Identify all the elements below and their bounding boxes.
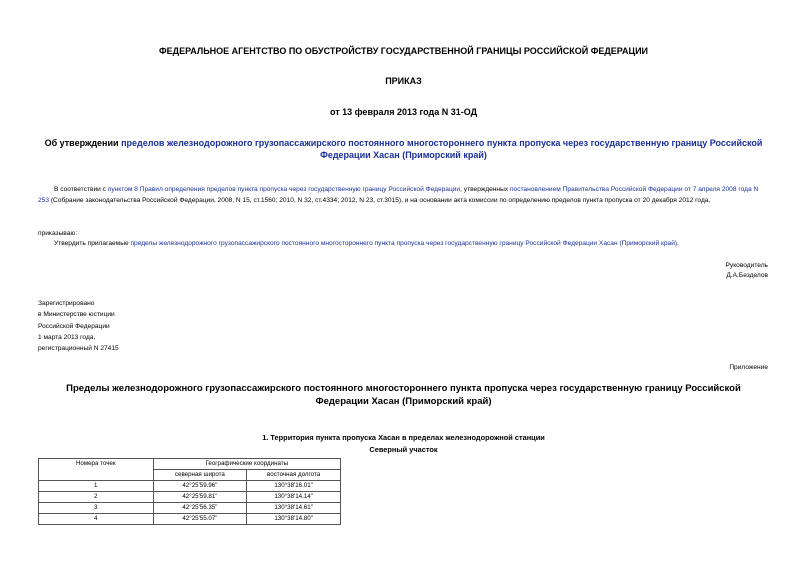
preamble-text-b: , утвержденных [460, 186, 510, 193]
header-point-number: Номера точек [39, 459, 154, 481]
header-longitude: восточная долгота [247, 470, 341, 481]
latitude-value: 42°25'55.07" [153, 514, 247, 525]
rules-link[interactable]: пунктом 8 Правил определения пределов пункта пропуска через государственную границу Российской Федерации [107, 186, 461, 193]
longitude-value: 130°38'14.14" [247, 492, 341, 503]
document-type: ПРИКАЗ [385, 76, 422, 86]
signature-name: Д.А.Безделов [726, 272, 768, 279]
registration-line: 1 марта 2013 года, [38, 333, 96, 341]
point-number: 1 [39, 481, 154, 492]
agency-name: ФЕДЕРАЛЬНОЕ АГЕНТСТВО ПО ОБУСТРОЙСТВУ ГОСУДАРСТВЕННОЙ ГРАНИЦЫ РОССИЙСКОЙ ФЕДЕРАЦИИ [158, 46, 649, 56]
section-heading: 1. Территория пункта пропуска Хасан в пределах железнодорожной станции [262, 433, 545, 442]
registration-line: Российской Федерации [38, 322, 110, 330]
document-title [40, 137, 767, 161]
appendix-label: Приложение [729, 364, 768, 371]
point-number: 2 [39, 492, 154, 503]
approval-end: . [677, 240, 679, 247]
signature-position: Руководитель [725, 262, 768, 269]
table-header-row [39, 459, 341, 470]
preamble-paragraph [38, 184, 768, 206]
limits-link[interactable]: пределы железнодорожного грузопассажирского постоянного многостороннего пункта пропуска через государственную границу Российской Федерации Хасан (Приморский край) [130, 240, 678, 247]
registration-line: в Министерстве юстиции [38, 311, 115, 319]
longitude-value: 130°38'14.80" [247, 514, 341, 525]
point-number: 4 [39, 514, 154, 525]
table-row [39, 481, 341, 492]
coordinates-table [38, 458, 341, 525]
table-row [39, 514, 341, 525]
header-coordinates: Географические координаты [153, 459, 340, 470]
subsection-heading: Северный участок [369, 445, 438, 454]
order-word: приказываю: [38, 230, 78, 237]
longitude-value: 130°38'14.61" [247, 503, 341, 514]
preamble-text-c: (Собрание законодательства Российской Федерации, 2008, N 15, ст.1560; 2010, N 32, ст.4334; 2012, N 23, ст.3015), и на основании акта комиссии по определению пределов пункта пропуска от 20 декабря 2012 года, [49, 197, 711, 204]
title-link[interactable]: пределов железнодорожного грузопассажирского постоянного многостороннего пункта пропуска через государственную границу Российской Федерации Хасан (Приморский край) [121, 138, 763, 160]
latitude-value: 42°25'59.96" [153, 481, 247, 492]
registration-line: регистрационный N 27415 [38, 345, 119, 353]
longitude-value: 130°38'16.01" [247, 481, 341, 492]
latitude-value: 42°25'56.35" [153, 503, 247, 514]
approval-paragraph [54, 238, 774, 249]
latitude-value: 42°25'59.81" [153, 492, 247, 503]
resolution-link[interactable]: постановлением Правительства Российской Федерации от 7 апреля 2008 года N 253 [38, 186, 759, 204]
table-row [39, 492, 341, 503]
approval-text: Утвердить прилагаемые [54, 240, 131, 247]
header-latitude: северная широта [153, 470, 247, 481]
preamble-text-a: В соответствии с [54, 186, 108, 193]
document-date-number: от 13 февраля 2013 года N 31-ОД [329, 107, 477, 117]
registration-block [38, 298, 119, 354]
appendix-title: Пределы железнодорожного грузопассажирского постоянного многостороннего пункта пропуска через государственную границу Российской Федерации Хасан (Приморский край) [66, 383, 741, 407]
table-row [39, 503, 341, 514]
point-number: 3 [39, 503, 154, 514]
title-prefix: Об утверждении [44, 138, 122, 148]
registration-line: Зарегистрировано [38, 300, 95, 307]
